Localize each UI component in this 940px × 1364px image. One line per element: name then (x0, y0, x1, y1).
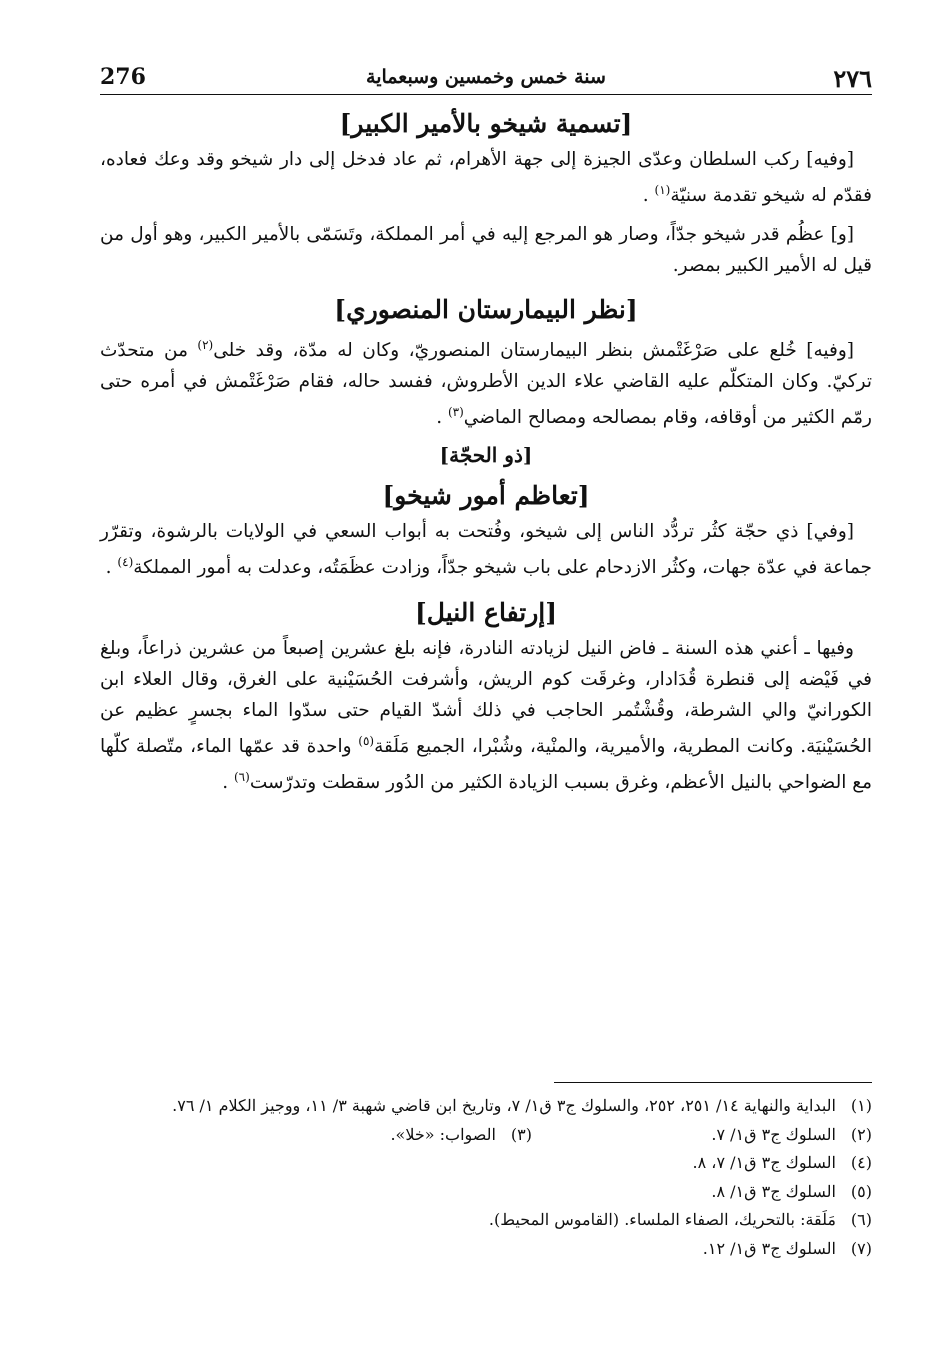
footnote-ref: (٢) (197, 338, 214, 353)
footnote-ref: (١) (654, 183, 671, 197)
footnote-ref: (٣) (447, 405, 464, 420)
section-heading: [تسمية شيخو بالأمير الكبير] (339, 109, 633, 138)
footnote-ref: (٤) (117, 555, 134, 570)
paragraph: [و] عظُم قدر شيخو جدّاً، وصار هو المرجع إليه في أمر المملكة، وتَسَمّى بالأمير الكبير، وهو أول من قيل له الأمير الكبير بمصر. (100, 224, 872, 277)
footnote: (٧) السلوك ج٣ ق١/ ١٢. (702, 1238, 872, 1258)
footnote-ref: (٦) (233, 769, 250, 784)
month-subheading: [ذو الحجّة] (439, 443, 533, 468)
paragraph: [وفيه] ركب السلطان وعدّى الجيزة إلى جهة الأهرام، ثم عاد فدخل إلى دار شيخو وقد وعك فعاده، فقدّم له شيخو تقدمة سنيّة$^{(١)}$ . (100, 149, 872, 207)
footnote: (٢) السلوك ج٣ ق١/ ٧. (711, 1124, 872, 1144)
paragraph: وفيها ـ أعني هذه السنة ـ فاض النيل لزيادته النادرة، فإنه بلغ عشرين إصبعاً من عشرين ذراعاً، وبلغ في فَيْضه إلى قنطرة قُدَادار، وغرقَت كوم الريش، وأشرفت الحُسَيْنية على الغرق، وقال العلاء ابن الكورانيّ والي الشرطة، وقُشْتُمر الحاجب في ذلك أشدّ القيام حتى سدّوا الماء بجسرٍ عظيم عن الحُسَيْنيَة. وكانت المطرية، والأميرية، والمنْية، وشُبْرا، الجميع مَلَقة$^{(٥)}$ واحدة قد عمّها الماء، متّصلة كلّها مع الضواحي بالنيل الأعظم، وغرق بسبب الزيادة الكثير من الدُور سقطت وتدرّست$^{(٦)}$ . (100, 637, 872, 793)
section-heading: [تعاظم أمور شيخو] (382, 481, 590, 511)
page-header (100, 58, 872, 95)
page-number-arabic: ٢٧٦ (833, 64, 872, 93)
footnote-separator (554, 1082, 872, 1083)
running-title: سنة خمس وخمسين وسبعماية (366, 66, 606, 88)
book-page (100, 58, 872, 1258)
footnote: (٥) السلوك ج٣ ق١/ ٨. (711, 1181, 872, 1201)
footnote-ref: (٥) (358, 733, 375, 748)
section-heading: [نظر البيمارستان المنصوري] (334, 295, 638, 325)
section-heading: [إرتفاع النيل] (414, 597, 558, 627)
footnotes (100, 1092, 872, 1263)
paragraph: [وفي] ذي حجّة كثُر تردُّد الناس إلى شيخو، وفُتحت به أبواب السعي في الولايات بالرشوة، وتقرّر جماعة في عدّة جهات، وكثُر الازدحام على باب شيخو جدّاً، وزادت عظَمَتُه، وعدلت به أمور المملكة$^{(٤)}$ . (100, 521, 872, 579)
paragraph: [وفيه] خُلع على صَرْغَتْمش بنظر البيمارستان المنصوريّ، وكان له مدّة، وقد خلى$^{(٢)}$ من متحدّث تركيّ. وكان المتكلّم عليه القاضي علاء الدين الأطروش، ففسد حاله، فقام صَرْغَتْمش في أمره حتى رمّم الكثير من أوقافه، وقام بمصالحه ومصالح الماضي$^{(٣)}$ . (100, 338, 872, 429)
footnote-pair (100, 1121, 872, 1150)
footnote: (٤) السلوك ج٣ ق١/ ٧، ٨. (692, 1153, 872, 1172)
footnote: (٦) مَلَقة: بالتحريك، الصفاء الملساء. (القاموس المحيط). (488, 1210, 872, 1229)
footnote: (١) البداية والنهاية ١٤/ ٢٥١، ٢٥٢، والسلوك ج٣ ق١/ ٧، وتاريخ ابن قاضي شهبة ٣/ ١١، ووجيز الكلام ١/ ٧٦. (172, 1096, 872, 1115)
page-number-latin: 276 (100, 64, 146, 90)
footnote: (٣) الصواب: «خلا». (390, 1124, 532, 1144)
page-body (100, 109, 872, 798)
